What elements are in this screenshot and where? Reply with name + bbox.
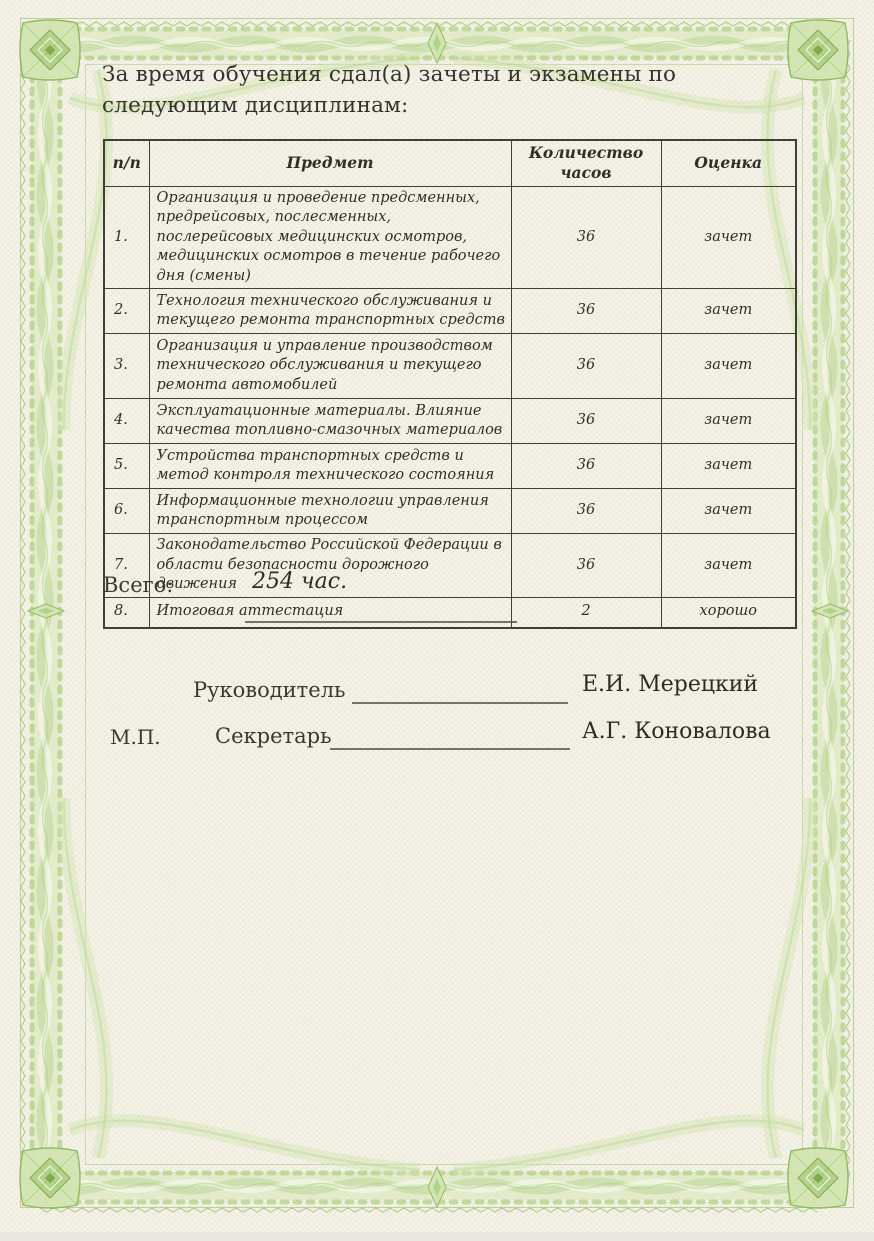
row-hours: 36 xyxy=(511,489,661,534)
head-signature-label: Руководитель xyxy=(193,678,346,702)
row-subject: Организация и управление производством технического обслуживания и текущего ремонта автомобилей xyxy=(149,334,511,399)
total-label: Всего: xyxy=(103,573,174,597)
row-subject: Законодательство Российской Федерации в области безопасности дорожного движения xyxy=(149,534,511,598)
row-num: 5. xyxy=(104,444,149,489)
table-row xyxy=(104,534,796,598)
table-row xyxy=(104,334,796,399)
table-row xyxy=(104,489,796,534)
row-hours: 36 xyxy=(511,444,661,489)
total-underline xyxy=(245,621,517,623)
table-header-row xyxy=(104,140,796,186)
col-header-subject: Предмет xyxy=(149,140,511,186)
secretary-signature-label: Секретарь xyxy=(215,724,332,748)
subjects-table xyxy=(103,139,797,629)
row-grade: зачет xyxy=(661,289,796,334)
page-bottom-edge xyxy=(0,1232,874,1241)
total-value: 254 час. xyxy=(252,569,348,594)
col-header-grade: Оценка xyxy=(661,140,796,186)
stamp-place-label: М.П. xyxy=(110,725,161,749)
row-subject: Организация и проведение предсменных, предрейсовых, послесменных, послерейсовых медицинских осмотров, медицинских осмотров в течение рабочего дня (смены) xyxy=(149,186,511,289)
secretary-signature-name: А.Г. Коновалова xyxy=(582,719,771,744)
row-subject: Информационные технологии управления транспортным процессом xyxy=(149,489,511,534)
row-grade: зачет xyxy=(661,399,796,444)
row-num: 3. xyxy=(104,334,149,399)
row-hours: 36 xyxy=(511,534,661,598)
col-header-hours: Количество часов xyxy=(511,140,661,186)
row-num: 7. xyxy=(104,534,149,598)
row-num: 6. xyxy=(104,489,149,534)
row-grade: зачет xyxy=(661,334,796,399)
row-subject: Эксплуатационные материалы. Влияние качества топливно-смазочных материалов xyxy=(149,399,511,444)
table-row xyxy=(104,444,796,489)
row-grade: хорошо xyxy=(661,597,796,628)
table-row xyxy=(104,186,796,289)
head-signature-name: Е.И. Мерецкий xyxy=(582,672,759,697)
table-row xyxy=(104,399,796,444)
col-header-num: п/п xyxy=(104,140,149,186)
row-num: 1. xyxy=(104,186,149,289)
row-hours: 2 xyxy=(511,597,661,628)
row-num: 4. xyxy=(104,399,149,444)
document-title: За время обучения сдал(а) зачеты и экзамены по следующим дисциплинам: xyxy=(102,62,677,118)
row-num: 2. xyxy=(104,289,149,334)
row-num: 8. xyxy=(104,597,149,628)
head-signature-line xyxy=(352,702,568,704)
table-row xyxy=(104,289,796,334)
row-grade: зачет xyxy=(661,489,796,534)
row-subject: Устройства транспортных средств и метод контроля технического состояния xyxy=(149,444,511,489)
row-grade: зачет xyxy=(661,534,796,598)
row-grade: зачет xyxy=(661,444,796,489)
row-hours: 36 xyxy=(511,334,661,399)
row-grade: зачет xyxy=(661,186,796,289)
row-hours: 36 xyxy=(511,399,661,444)
row-subject: Итоговая аттестация xyxy=(149,597,511,628)
row-subject: Технология технического обслуживания и текущего ремонта транспортных средств xyxy=(149,289,511,334)
row-hours: 36 xyxy=(511,289,661,334)
secretary-signature-line xyxy=(330,748,570,750)
row-hours: 36 xyxy=(511,186,661,289)
